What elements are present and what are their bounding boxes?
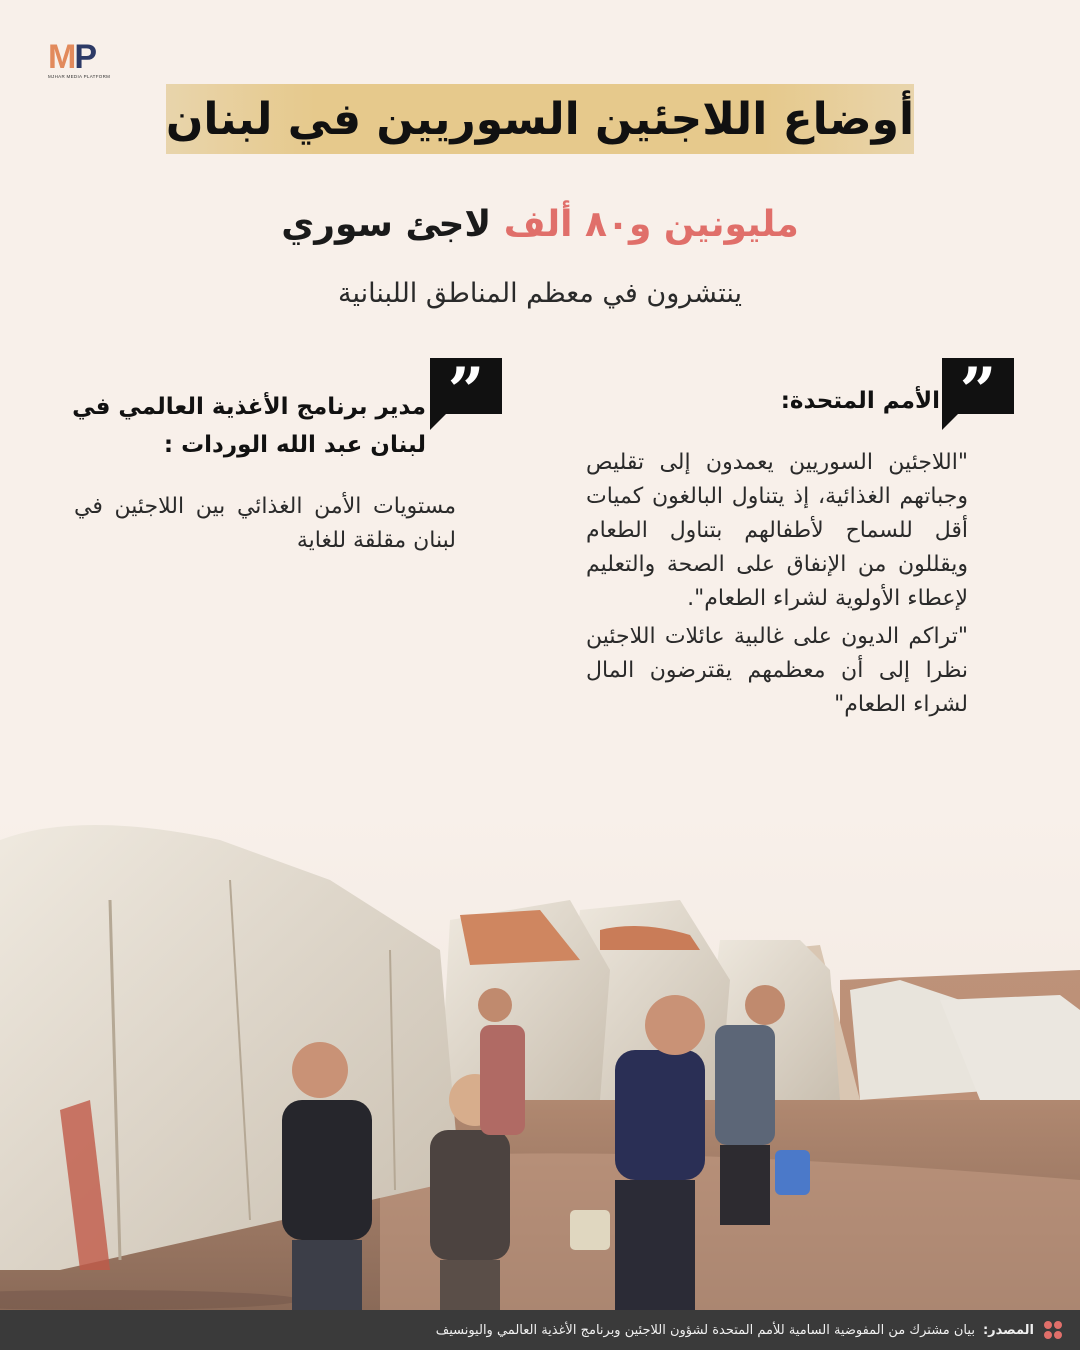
logo-mark: MP <box>48 38 96 76</box>
title-banner <box>166 84 914 154</box>
source-label: المصدر: <box>982 1322 1034 1338</box>
wfp-quote-label: مدير برنامج الأغذية العالمي في لبنان عبد الله الوردات : <box>72 394 426 458</box>
subheadline: ينتشرون في معظم المناطق اللبنانية <box>337 278 743 309</box>
logo-tagline: MJHAR MEDIA PLATFORM <box>48 74 111 79</box>
quote-icon: ” <box>430 358 502 414</box>
un-quote-paragraph: "اللاجئين السوريين يعمدون إلى تقليص وجباتهم الغذائية، إذ يتناول البالغون كميات أقل للسماح لأطفالهم بتناول الطعام ويقللون من الإنفاق على الصحة والتعليم لإعطاء الأولوية لشراء الطعام". <box>586 450 968 611</box>
page-title: أوضاع اللاجئين السوريين في لبنان <box>165 93 915 145</box>
refugee-camp-photo <box>0 800 1080 1310</box>
un-quote-label: الأمم المتحدة: <box>780 388 940 414</box>
source-text: بيان مشترك من المفوضية السامية للأمم المتحدة لشؤون اللاجئين وبرنامج الأغذية العالمي واليونسيف <box>435 1322 975 1338</box>
headline-rest: لاجئ سوري <box>281 204 492 245</box>
bullet-dots-icon <box>1044 1321 1062 1339</box>
quote-icon: ” <box>942 358 1014 414</box>
headline-accent: مليونين و٨٠ ألف <box>503 204 799 245</box>
un-quote-paragraph: "تراكم الديون على غالبية عائلات اللاجئين نظرا إلى أن معظمهم يقترضون المال لشراء الطعام" <box>586 624 968 717</box>
wfp-quote-body: مستويات الأمن الغذائي بين اللاجئين في لبنان مقلقة للغاية <box>74 494 456 553</box>
un-quote-body <box>586 446 968 726</box>
headline <box>0 204 1080 245</box>
logo <box>48 40 110 86</box>
source-footer <box>0 1310 1080 1350</box>
